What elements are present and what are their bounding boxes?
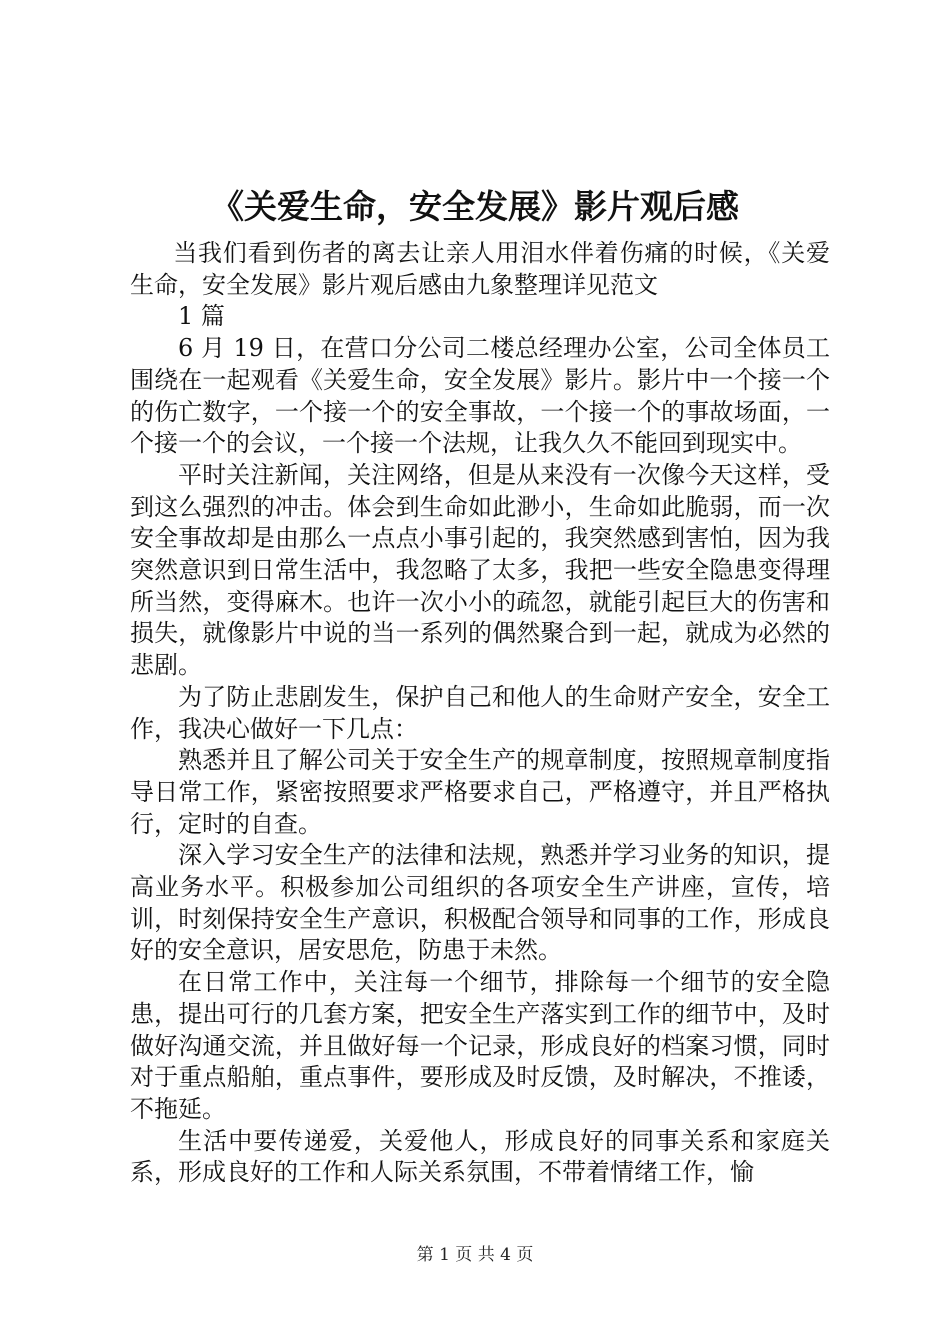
body-paragraph-3: 为了防止悲剧发生，保护自己和他人的生命财产安全，安全工作，我决心做好一下几点： <box>130 682 830 743</box>
body-paragraph-5: 深入学习安全生产的法律和法规，熟悉并学习业务的知识，提高业务水平。积极参加公司组织的各项安全生产讲座，宣传，培训，时刻保持安全生产意识，积极配合领导和同事的工作，形成良好的安全意识，居安思危，防患于未然。 <box>130 841 830 965</box>
section-label: 1 篇 <box>178 302 225 331</box>
intro-paragraph: 当我们看到伤者的离去让亲人用泪水伴着伤痛的时候，《关爱生命，安全发展》影片观后感由九象整理详见范文 <box>130 239 830 299</box>
document-title: 《关爱生命，安全发展》影片观后感 <box>211 187 739 226</box>
document-body <box>130 238 830 1189</box>
body-paragraph-7: 生活中要传递爱，关爱他人，形成良好的同事关系和家庭关系，形成良好的工作和人际关系氛围，不带着情绪工作，愉 <box>130 1126 830 1187</box>
body-paragraph-1: 6 月 19 日，在营口分公司二楼总经理办公室，公司全体员工围绕在一起观看《关爱生命，安全发展》影片。影片中一个接一个的伤亡数字，一个接一个的安全事故，一个接一个的事故场面，一个接一个的会议，一个接一个法规，让我久久不能回到现实中。 <box>130 334 830 458</box>
body-paragraph-6: 在日常工作中，关注每一个细节，排除每一个细节的安全隐患，提出可行的几套方案，把安全生产落实到工作的细节中，及时做好沟通交流，并且做好每一个记录，形成良好的档案习惯，同时对于重点船舶，重点事件，要形成及时反馈，及时解决，不推诿，不拖延。 <box>130 968 830 1123</box>
body-paragraph-4: 熟悉并且了解公司关于安全生产的规章制度，按照规章制度指导日常工作，紧密按照要求严格要求自己，严格遵守，并且严格执行，定时的自查。 <box>130 746 830 838</box>
body-paragraph-2: 平时关注新闻，关注网络，但是从来没有一次像今天这样，受到这么强烈的冲击。体会到生命如此渺小，生命如此脆弱，而一次安全事故却是由那么一点点小事引起的，我突然感到害怕，因为我突然意识到日常生活中，我忽略了太多，我把一些安全隐患变得理所当然，变得麻木。也许一次小小的疏忽，就能引起巨大的伤害和损失，就像影片中说的当一系列的偶然聚合到一起，就成为必然的悲剧。 <box>130 460 830 680</box>
page-footer: 第 1 页 共 4 页 <box>416 1245 534 1265</box>
